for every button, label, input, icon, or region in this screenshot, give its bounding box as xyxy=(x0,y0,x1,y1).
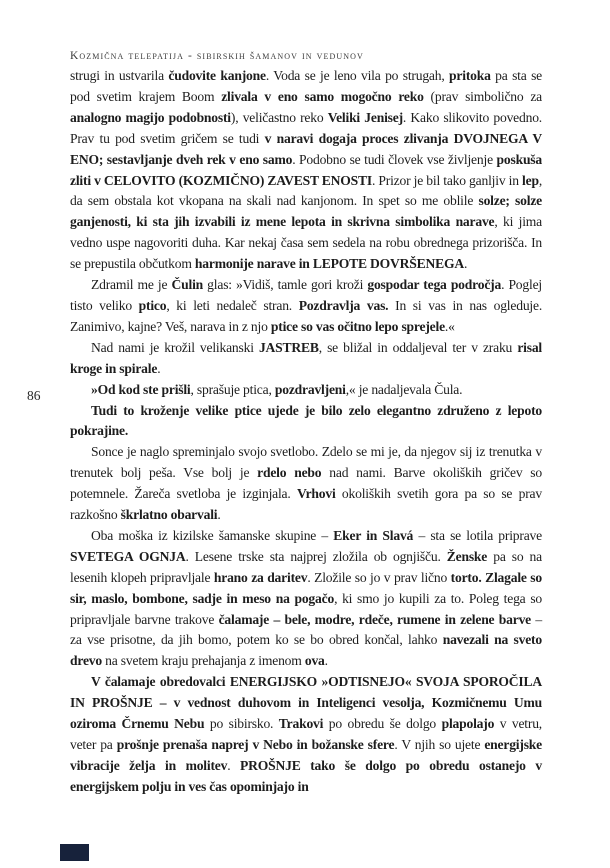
paragraph: Nad nami je krožil velikanski JASTREB, se bližal in oddaljeval ter v zraku risal kroge in spirale. xyxy=(70,339,542,376)
corner-mark xyxy=(60,844,89,861)
paragraph: strugi in ustvarila čudovite kanjone. Voda se je leno vila po strugah, pritoka pa sta se pod svetim krajem Boom zlivala v eno samo mogočno reko (prav simbolično za analogno magijo podobnosti), veličastno reko Veliki Jenisej. Kako slikovito povedno. Prav tu pod svetim gričem se tudi v naravi dogaja proces zlivanja DVOJNEGA V ENO; sestavljanje dveh rek v eno samo. Podobno se tudi človek vse življenje poskuša zliti v CELOVITO (KOZMIČNO) ZAVEST ENOSTI. Prizor je bil tako ganljiv in lep, da sem obstala kot vkopana na skali nad kanjonom. In spet so me oblile solze; solze ganjenosti, ki sta jih izvabili iz mene lepota in skrivna simbolika narave, ki jima vedno uspe nagovoriti duha. Kar nekaj časa sem sedela na robu obrednega prizorišča. In se prepustila občutkom harmonije narave in LEPOTE DOVRŠENEGA. xyxy=(70,68,543,272)
paragraph: Oba moška iz kizilske šamanske skupine – Eker in Slavá – sta se lotila priprave SVETEGA OGNJA. Lesene trske sta najprej zložila ob ognjišču. Ženske pa so na lesenih klopeh pripravljale hrano za daritev. Zložile so jo v prav lično torto. Zlagale so sir, maslo, bombone, sadje in meso na pogačo, ki smo jo kupili za to. Poleg tega so pripravljale barvne trakove čalamaje – bele, modre, rdeče, rumene in zelene barve – za vse prisotne, da jih bomo, potem ko se bo obred končal, lahko navezali na sveto drevo na svetem kraju prehajanja z imenom ova. xyxy=(70,527,543,669)
body-text xyxy=(70,66,542,798)
paragraph: V čalamaje obredovalci ENERGIJSKO »ODTISNEJO« SVOJA SPOROČILA IN PROŠNJE – v vednost duhovom in Inteligenci vesolja, Kozmičnemu Umu oziroma Črnemu Nebu po sibirsko. Trakovi po obredu še dolgo plapolajo v vetru, veter pa prošnje prenaša naprej v Nebo in božanske sfere. V njih so ujete energijske vibracije želja in molitev. PROŠNJE tako še dolgo po obredu ostanejo v energijskem polju in ves čas opominjajo in xyxy=(70,674,543,794)
paragraph: Tudi to kroženje velike ptice ujede je bilo zelo elegantno združeno z lepoto pokrajine. xyxy=(70,402,542,439)
paragraph: »Od kod ste prišli, sprašuje ptica, pozdravljeni,« je nadaljevala Čula. xyxy=(91,381,463,397)
running-header: Kozmična telepatija - sibirskih šamanov in vedunov xyxy=(70,50,364,62)
paragraph: Zdramil me je Čulin glas: »Vidiš, tamle gori kroži gospodar tega področja. Poglej tisto veliko ptico, ki leti nedaleč stran. Pozdravlja vas. In si vas in nas ogleduje. Zanimivo, kajne? Veš, narava in z njo ptice so vas očitno lepo sprejele.« xyxy=(70,277,543,334)
page-number: 86 xyxy=(27,388,41,403)
paragraph: Sonce je naglo spreminjalo svojo svetlobo. Zdelo se mi je, da njegov sij iz trenutka v trenutek bolj peša. Vse bolj je rdelo nebo nad nami. Barve okoliških gričev so potemnele. Žareča svetloba je izginjala. Vrhovi okoliških svetih gora pa so se prav razkošno škrlatno obarvali. xyxy=(70,444,542,523)
